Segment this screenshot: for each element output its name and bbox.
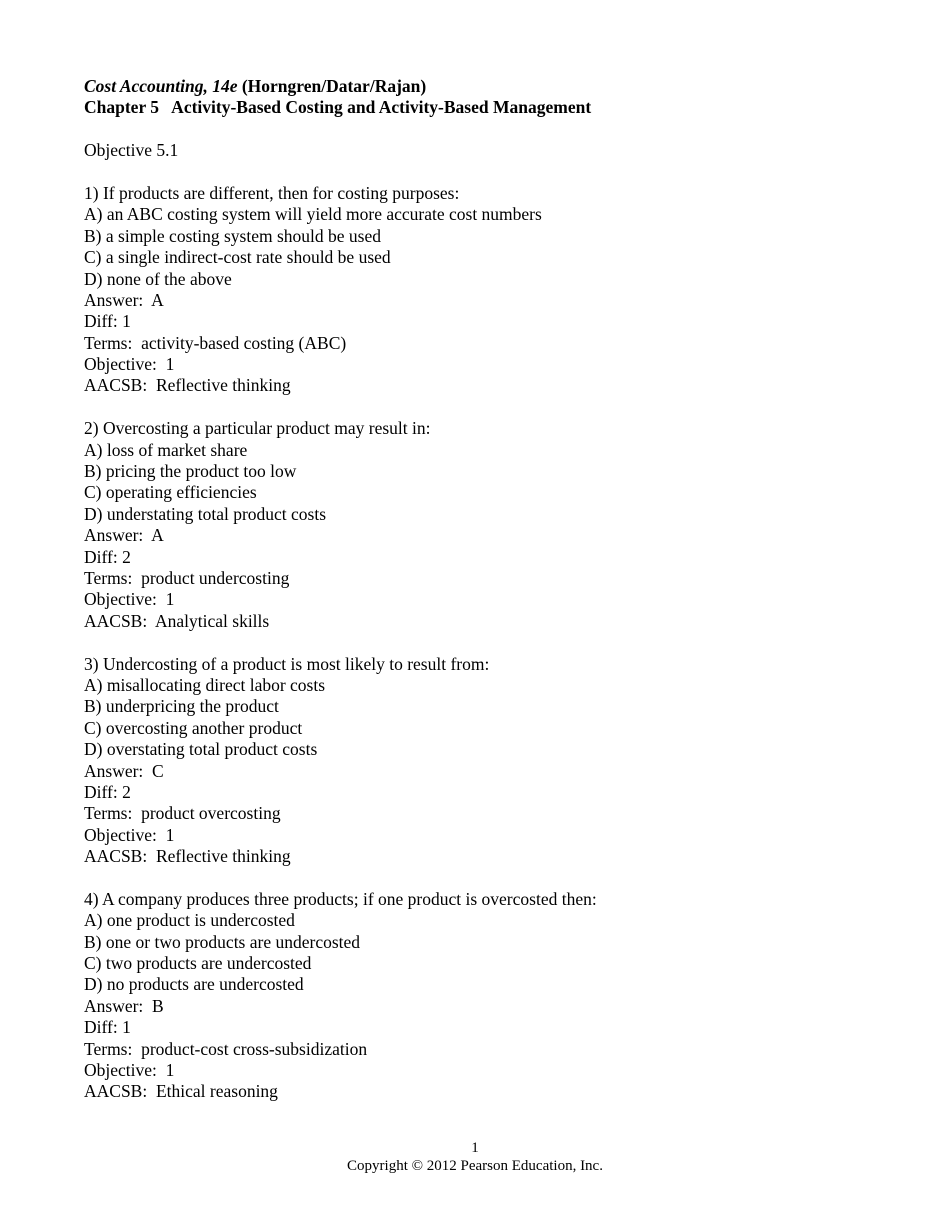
terms: Terms: activity-based costing (ABC) [84,332,347,353]
chapter-title: Chapter 5 Activity-Based Costing and Activity-Based Management [84,97,592,118]
aacsb: AACSB: Analytical skills [84,610,270,631]
objective: Objective: 1 [84,1059,175,1080]
question-block-3 [84,654,904,868]
answer-option-b: B) one or two products are undercosted [84,931,361,952]
answer-option-d: D) overstating total product costs [84,739,318,760]
objective: Objective: 1 [84,354,175,375]
book-authors: (Horngren/Datar/Rajan) [237,76,427,96]
spacer [84,162,904,183]
question-block-1 [84,183,904,397]
spacer [84,397,904,418]
difficulty: Diff: 1 [84,311,131,332]
answer-option-b: B) pricing the product too low [84,461,297,482]
answer-option-d: D) none of the above [84,268,232,289]
answer-option-c: C) two products are undercosted [84,953,312,974]
question-stem: 4) A company produces three products; if one product is overcosted then: [84,888,597,909]
question-stem: 2) Overcosting a particular product may result in: [84,418,431,439]
objective-heading: Objective 5.1 [84,140,179,161]
spacer [84,632,904,653]
answer-option-a: A) misallocating direct labor costs [84,674,326,695]
answer-option-d: D) no products are undercosted [84,974,304,995]
question-block-4 [84,889,904,1103]
difficulty: Diff: 2 [84,781,131,802]
spacer [84,867,904,888]
answer-option-b: B) a simple costing system should be used [84,225,381,246]
answer-option-d: D) understating total product costs [84,503,327,524]
question-stem: 3) Undercosting of a product is most likely to result from: [84,653,490,674]
terms: Terms: product overcosting [84,803,281,824]
question-stem: 1) If products are different, then for costing purposes: [84,182,460,203]
answer-option-a: A) one product is undercosted [84,910,295,931]
answer-option-b: B) underpricing the product [84,696,279,717]
answer-key: Answer: C [84,760,164,781]
answer-option-a: A) an ABC costing system will yield more accurate cost numbers [84,204,542,225]
book-title-line [84,76,904,97]
answer-option-c: C) a single indirect-cost rate should be used [84,247,391,268]
difficulty: Diff: 1 [84,1017,131,1038]
aacsb: AACSB: Reflective thinking [84,375,291,396]
answer-key: Answer: A [84,525,164,546]
aacsb: AACSB: Ethical reasoning [84,1081,278,1102]
copyright-notice: Copyright © 2012 Pearson Education, Inc. [347,1158,603,1174]
terms: Terms: product-cost cross-subsidization [84,1038,368,1059]
difficulty: Diff: 2 [84,546,131,567]
answer-key: Answer: B [84,995,164,1016]
answer-key: Answer: A [84,289,164,310]
aacsb: AACSB: Reflective thinking [84,846,291,867]
question-block-2 [84,418,904,632]
objective: Objective: 1 [84,589,175,610]
document-page [84,76,904,1103]
objective: Objective: 1 [84,824,175,845]
answer-option-a: A) loss of market share [84,439,248,460]
spacer [84,119,904,140]
answer-option-c: C) overcosting another product [84,717,303,738]
answer-option-c: C) operating efficiencies [84,482,257,503]
book-title: Cost Accounting, 14e [84,76,238,96]
terms: Terms: product undercosting [84,567,290,588]
page-number: 1 [471,1140,479,1156]
